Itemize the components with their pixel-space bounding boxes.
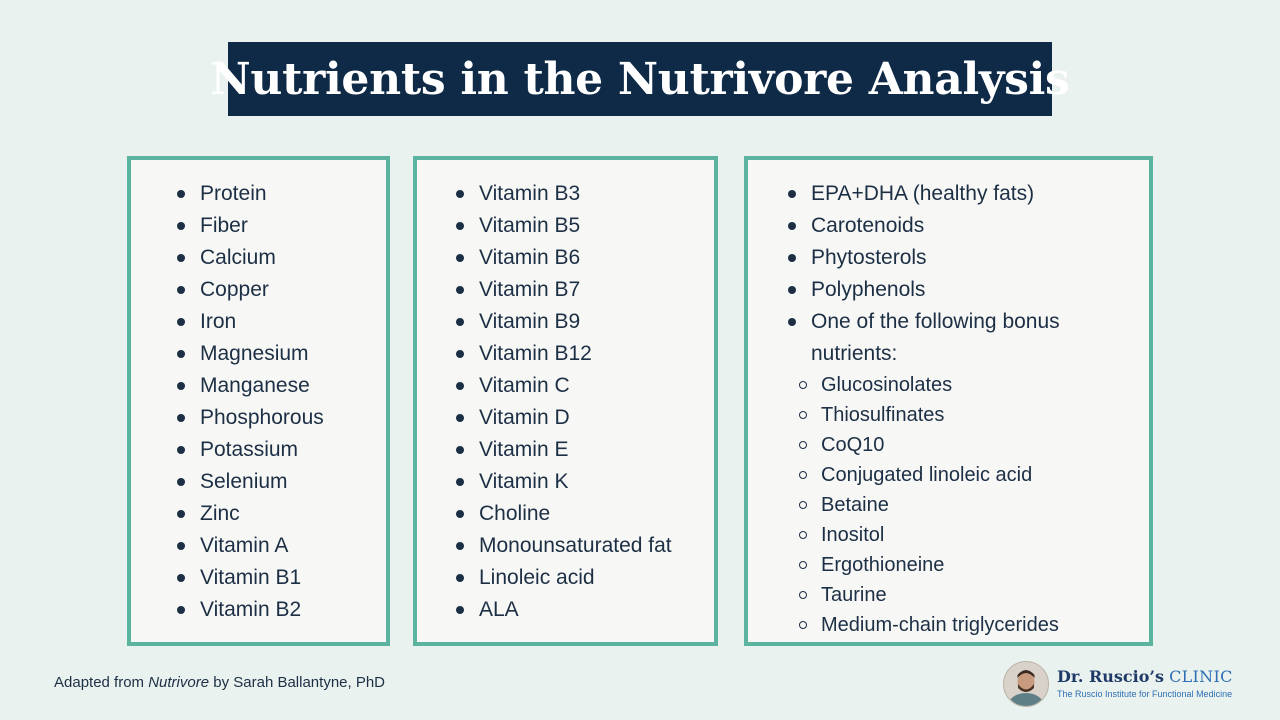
nutrient-item: Potassium: [175, 434, 324, 466]
nutrient-item: Vitamin C: [454, 370, 672, 402]
nutrient-item: Phosphorous: [175, 402, 324, 434]
logo-tagline: The Ruscio Institute for Functional Medicine: [1057, 689, 1233, 699]
bonus-nutrient-item: Glucosinolates: [796, 370, 1129, 400]
source-note: [54, 674, 385, 691]
bonus-nutrient-item: CoQ10: [796, 430, 1129, 460]
nutrient-item: Vitamin B3: [454, 178, 672, 210]
nutrient-item: Iron: [175, 306, 324, 338]
nutrient-item: Polyphenols: [786, 274, 1119, 306]
nutrient-item: One of the following bonus nutrients:: [786, 306, 1119, 370]
doctor-avatar: [1003, 661, 1049, 707]
nutrient-item: EPA+DHA (healthy fats): [786, 178, 1119, 210]
nutrient-item: Magnesium: [175, 338, 324, 370]
nutrient-item: Vitamin B9: [454, 306, 672, 338]
page-title: Nutrients in the Nutrivore Analysis: [210, 53, 1070, 105]
nutrient-column-1: [127, 156, 390, 646]
nutrient-column-2: [413, 156, 718, 646]
bonus-nutrient-item: Betaine: [796, 490, 1129, 520]
logo-clinic: CLINIC: [1169, 667, 1233, 686]
nutrient-item: Phytosterols: [786, 242, 1119, 274]
nutrient-item: Vitamin B1: [175, 562, 324, 594]
nutrient-item: Choline: [454, 498, 672, 530]
nutrient-item: Zinc: [175, 498, 324, 530]
nutrient-item: Selenium: [175, 466, 324, 498]
nutrient-list-1: [175, 178, 324, 626]
nutrient-item: Vitamin K: [454, 466, 672, 498]
nutrient-item: Carotenoids: [786, 210, 1119, 242]
clinic-logo: [1003, 661, 1243, 707]
source-prefix: Adapted from: [54, 674, 149, 691]
bonus-nutrient-item: Inositol: [796, 520, 1129, 550]
bonus-nutrient-list: [796, 370, 1129, 640]
nutrient-item: Vitamin B5: [454, 210, 672, 242]
source-book-title: Nutrivore: [148, 674, 210, 691]
nutrient-item: Vitamin B6: [454, 242, 672, 274]
logo-name: Dr. Ruscio’s: [1057, 667, 1164, 686]
nutrient-item: Calcium: [175, 242, 324, 274]
nutrient-item: Manganese: [175, 370, 324, 402]
bonus-nutrient-item: Thiosulfinates: [796, 400, 1129, 430]
nutrient-item: Vitamin A: [175, 530, 324, 562]
nutrient-item: Vitamin B2: [175, 594, 324, 626]
logo-wordmark: [1057, 667, 1233, 686]
nutrient-item: Vitamin B12: [454, 338, 672, 370]
nutrient-item: Fiber: [175, 210, 324, 242]
nutrient-item: ALA: [454, 594, 672, 626]
nutrient-item: Linoleic acid: [454, 562, 672, 594]
nutrient-item: Vitamin D: [454, 402, 672, 434]
nutrient-item: Protein: [175, 178, 324, 210]
bonus-nutrient-item: Ergothioneine: [796, 550, 1129, 580]
nutrient-list-2: [454, 178, 672, 626]
source-suffix: by Sarah Ballantyne, PhD: [209, 674, 386, 691]
bonus-nutrient-item: Medium-chain triglycerides: [796, 610, 1129, 640]
nutrient-item: Vitamin E: [454, 434, 672, 466]
nutrient-column-3: [744, 156, 1153, 646]
nutrient-item: Vitamin B7: [454, 274, 672, 306]
bonus-nutrient-item: Conjugated linoleic acid: [796, 460, 1129, 490]
title-banner: [210, 42, 1070, 116]
nutrient-list-3: [786, 178, 1119, 640]
nutrient-item: Copper: [175, 274, 324, 306]
bonus-nutrient-item: Taurine: [796, 580, 1129, 610]
nutrient-item: Monounsaturated fat: [454, 530, 672, 562]
